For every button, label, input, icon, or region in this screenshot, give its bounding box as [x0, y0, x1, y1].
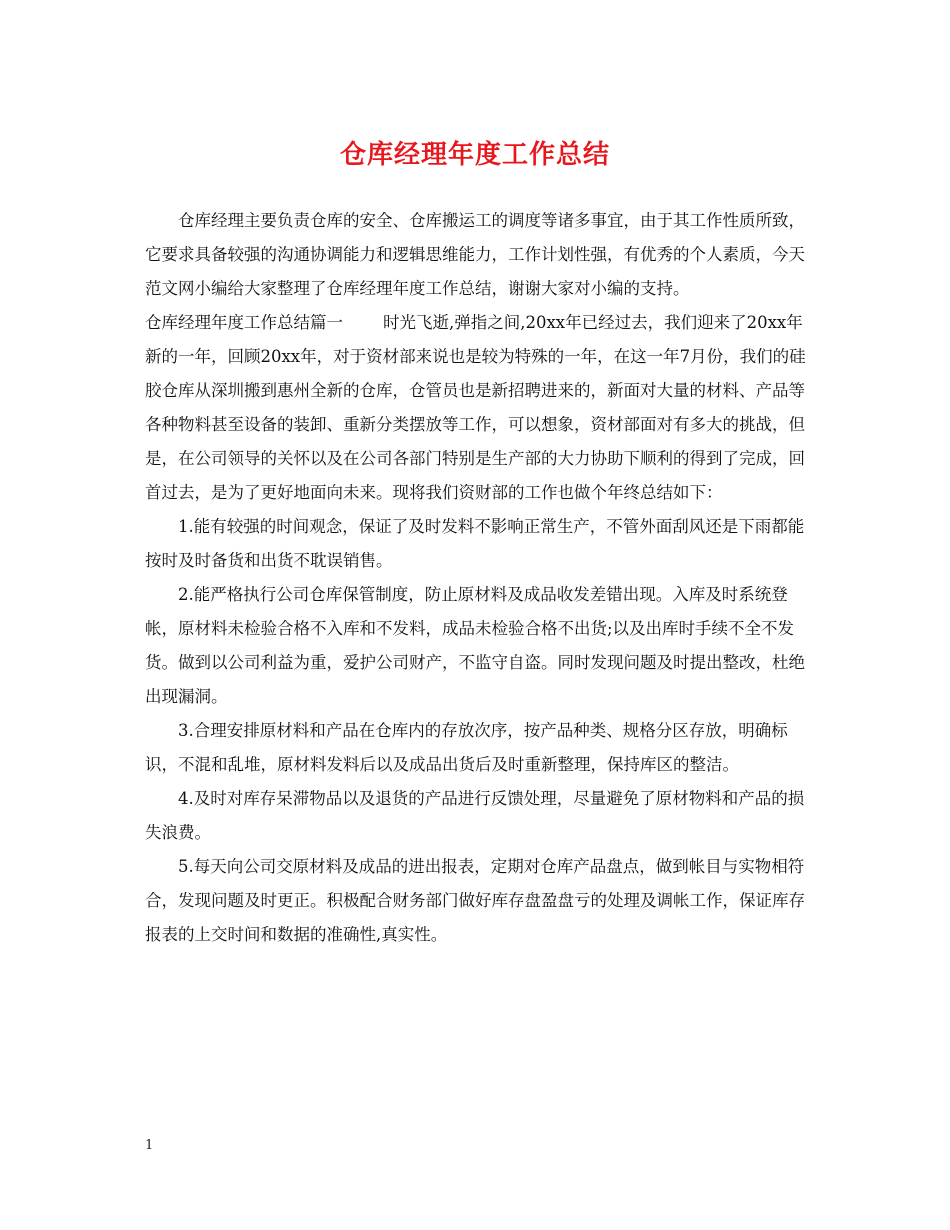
- document-body: [145, 204, 807, 952]
- section-intro: 时光飞逝,弹指之间,20xx年已经过去，我们迎来了20xx年新的一年，回顾20xx年，对于资材部来说也是较为特殊的一年，在这一年7月份，我们的硅胶仓库从深圳搬到惠州全新的仓库，仓管员也是新招聘进来的，新面对大量的材料、产品等各种物料甚至设备的装卸、重新分类摆放等工作，可以想象，资材部面对有多大的挑战，但是，在公司领导的关怀以及在公司各部门特别是生产部的大力协助下顺利的得到了完成，回首过去，是为了更好地面向未来。现将我们资财部的工作也做个年终总结如下：: [145, 313, 806, 502]
- section-paragraph: [145, 306, 807, 510]
- list-item: 2.能严格执行公司仓库保管制度，防止原材料及成品收发差错出现。入库及时系统登帐，原材料未检验合格不入库和不发料，成品未检验合格不出货;以及出库时手续不全不发货。做到以公司利益为重，爱护公司财产，不监守自盗。同时发现问题及时提出整改，杜绝出现漏洞。: [145, 585, 805, 706]
- section-heading: 仓库经理年度工作总结篇一: [145, 313, 343, 332]
- intro-paragraph: 仓库经理主要负责仓库的安全、仓库搬运工的调度等诸多事宜，由于其工作性质所致，它要求具备较强的沟通协调能力和逻辑思维能力，工作计划性强，有优秀的个人素质，今天范文网小编给大家整理了仓库经理年度工作总结，谢谢大家对小编的支持。: [145, 211, 805, 298]
- page-number: 1: [145, 1138, 154, 1153]
- list-item: 5.每天向公司交原材料及成品的进出报表，定期对仓库产品盘点，做到帐目与实物相符合，发现问题及时更正。积极配合财务部门做好库存盘盈盘亏的处理及调帐工作，保证库存报表的上交时间和数据的准确性,真实性。: [145, 857, 805, 944]
- list-item: 4.及时对库存呆滞物品以及退货的产品进行反馈处理，尽量避免了原材物料和产品的损失浪费。: [145, 789, 805, 842]
- list-item: 1.能有较强的时间观念，保证了及时发料不影响正常生产，不管外面刮风还是下雨都能按时及时备货和出货不耽误销售。: [145, 517, 805, 570]
- document-title: 仓库经理年度工作总结: [339, 140, 610, 170]
- list-item: 3.合理安排原材料和产品在仓库内的存放次序，按产品种类、规格分区存放，明确标识，不混和乱堆，原材料发料后以及成品出货后及时重新整理，保持库区的整洁。: [145, 721, 788, 774]
